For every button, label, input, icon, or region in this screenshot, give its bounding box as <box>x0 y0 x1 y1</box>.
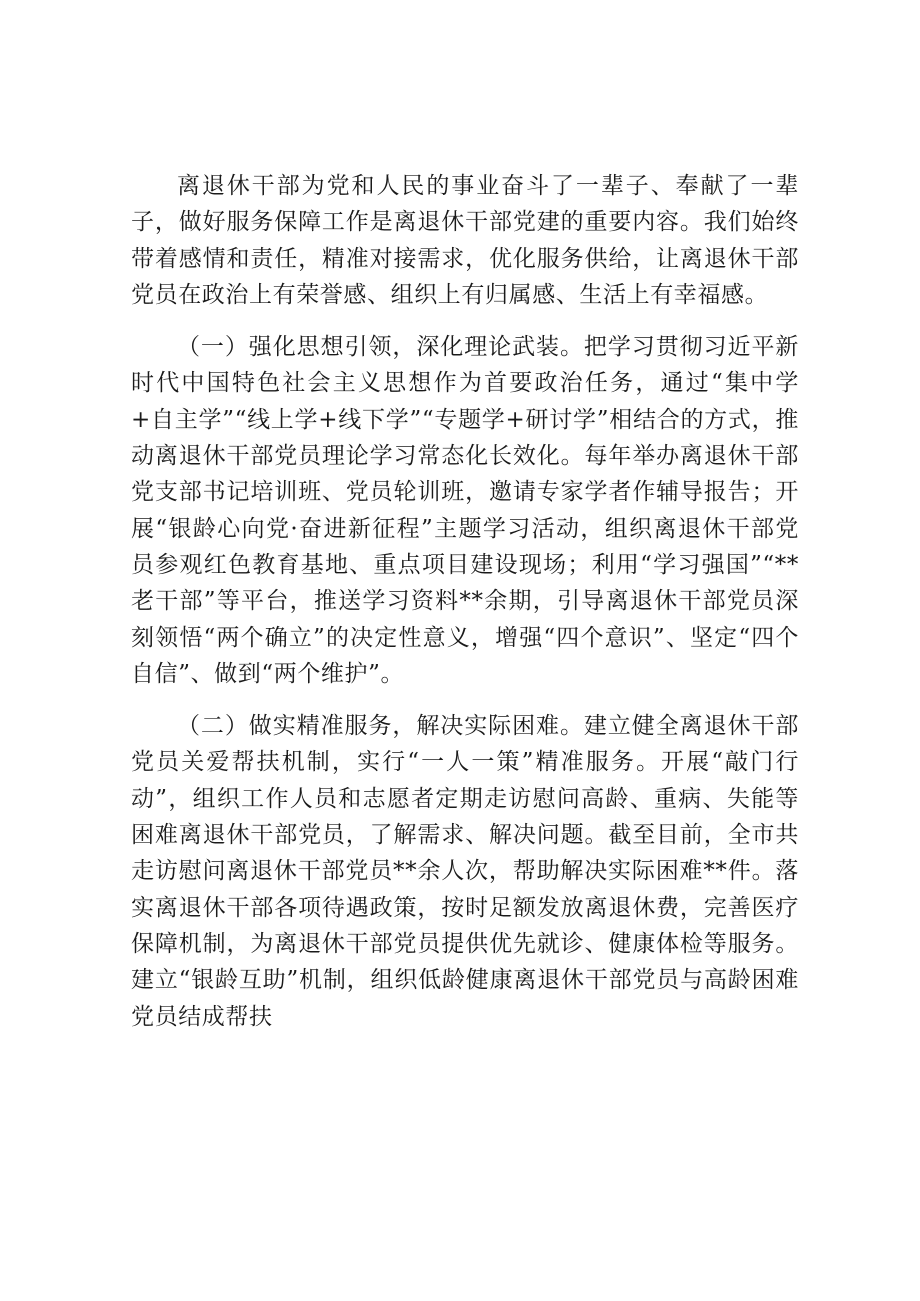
paragraph-section-2: （二）做实精准服务，解决实际困难。建立健全离退休干部党员关爱帮扶机制，实行“一人一策”精准服务。开展“敲门行动”，组织工作人员和志愿者定期走访慰问高龄、重病、失能等困难离退休干部党员，了解需求、解决问题。截至目前，全市共走访慰问离退休干部党员**余人次，帮助解决实际困难**件。落实离退休干部各项待遇政策，按时足额发放离退休费，完善医疗保障机制，为离退休干部党员提供优先就诊、健康体检等服务。建立“银龄互助”机制，组织低龄健康离退休干部党员与高龄困难党员结成帮扶 <box>131 713 799 1030</box>
paragraph-section-1: （一）强化思想引领，深化理论武装。把学习贯彻习近平新时代中国特色社会主义思想作为首要政治任务，通过“集中学+自主学”“线上学+线下学”“专题学+研讨学”相结合的方式，推动离退休干部党员理论学习常态化长效化。每年举办离退休干部党支部书记培训班、党员轮训班，邀请专家学者作辅导报告；开展“银龄心向党·奋进新征程”主题学习活动，组织离退休干部党员参观红色教育基地、重点项目建设现场；利用“学习强国”“**老干部”等平台，推送学习资料**余期，引导离退休干部党员深刻领悟“两个确立”的决定性意义，增强“四个意识”、坚定“四个自信”、做到“两个维护”。 <box>131 334 799 687</box>
paragraph-intro: 离退休干部为党和人民的事业奋斗了一辈子、奉献了一辈子，做好服务保障工作是离退休干部党建的重要内容。我们始终带着感情和责任，精准对接需求，优化服务供给，让离退休干部党员在政治上有荣誉感、组织上有归属感、生活上有幸福感。 <box>131 173 799 308</box>
document-body <box>131 168 799 1035</box>
